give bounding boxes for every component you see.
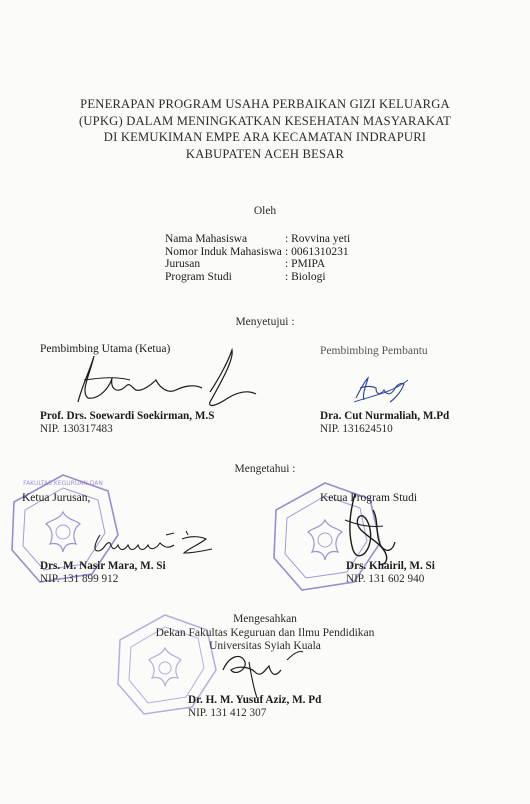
department-head-role: Ketua Jurusan,	[22, 492, 91, 504]
info-row-prodi	[165, 271, 395, 284]
supervisor-main-name: Prof. Drs. Soewardi Soekirman, M.S	[40, 410, 215, 422]
supervisor-assistant-name: Dra. Cut Nurmaliah, M.Pd	[320, 410, 450, 422]
info-value: : 0061310231	[285, 245, 349, 258]
info-value: : Rovvina yeti	[285, 233, 351, 245]
info-label: Jurusan	[165, 258, 201, 271]
menyetujui-label: Menyetujui :	[235, 316, 295, 328]
dean-role-line-2: Universitas Syiah Kuala	[209, 640, 321, 652]
dean-heading: Mengesahkan	[233, 613, 297, 625]
info-label: Nama Mahasiswa	[165, 233, 248, 245]
supervisor-assistant-signature	[350, 372, 410, 406]
program-head-signature	[335, 490, 415, 570]
mengetahui-label: Mengetahui :	[234, 463, 296, 475]
svg-text:FAKULTAS KEGURUAN DAN: FAKULTAS KEGURUAN DAN	[23, 480, 103, 487]
title-line-4: KABUPATEN ACEH BESAR	[185, 146, 345, 161]
supervisor-main-signature	[60, 340, 260, 420]
title-line-1: PENERAPAN PROGRAM USAHA PERBAIKAN GIZI KELUARGA	[80, 97, 450, 111]
supervisor-assistant-nip: NIP. 131624510	[320, 423, 393, 435]
dean-role-line-1: Dekan Fakultas Keguruan dan Ilmu Pendidikan	[155, 627, 375, 639]
info-value: : Biologi	[285, 271, 326, 284]
department-head-nip: NIP. 131 899 912	[40, 573, 119, 585]
student-info	[165, 233, 395, 284]
info-value: : PMIPA	[285, 258, 326, 271]
department-head-name: Drs. M. Nasir Mara, M. Si	[40, 560, 166, 572]
info-row-jurusan	[165, 258, 395, 271]
info-label: Nomor Induk Mahasiswa	[165, 245, 282, 258]
info-row-nim	[165, 246, 395, 259]
supervisor-main-nip: NIP. 130317483	[40, 423, 113, 435]
program-head-role: Ketua Program Studi	[320, 492, 418, 504]
title-line-3: DI KEMUKIMAN EMPE ARA KECAMATAN INDRAPURI	[103, 130, 427, 144]
department-head-signature	[70, 525, 220, 561]
title-line-2: (UPKG) DALAM MENINGKATKAN KESEHATAN MASYARAKAT	[78, 113, 451, 128]
dean-nip: NIP. 131 412 307	[188, 707, 267, 719]
dean-signature	[205, 640, 315, 700]
program-head-nip: NIP. 131 602 940	[346, 573, 425, 585]
dean-name: Dr. H. M. Yusuf Aziz, M. Pd	[188, 694, 322, 706]
supervisor-main-role: Pembimbing Utama (Ketua)	[40, 343, 171, 355]
program-head-name: Drs. Khairil, M. Si	[346, 560, 435, 572]
document-title	[0, 96, 530, 162]
info-label: Program Studi	[165, 271, 232, 284]
info-row-name	[165, 233, 395, 246]
oleh-label: Oleh	[253, 205, 277, 217]
supervisor-assistant-role: Pembimbing Pembantu	[320, 345, 428, 357]
